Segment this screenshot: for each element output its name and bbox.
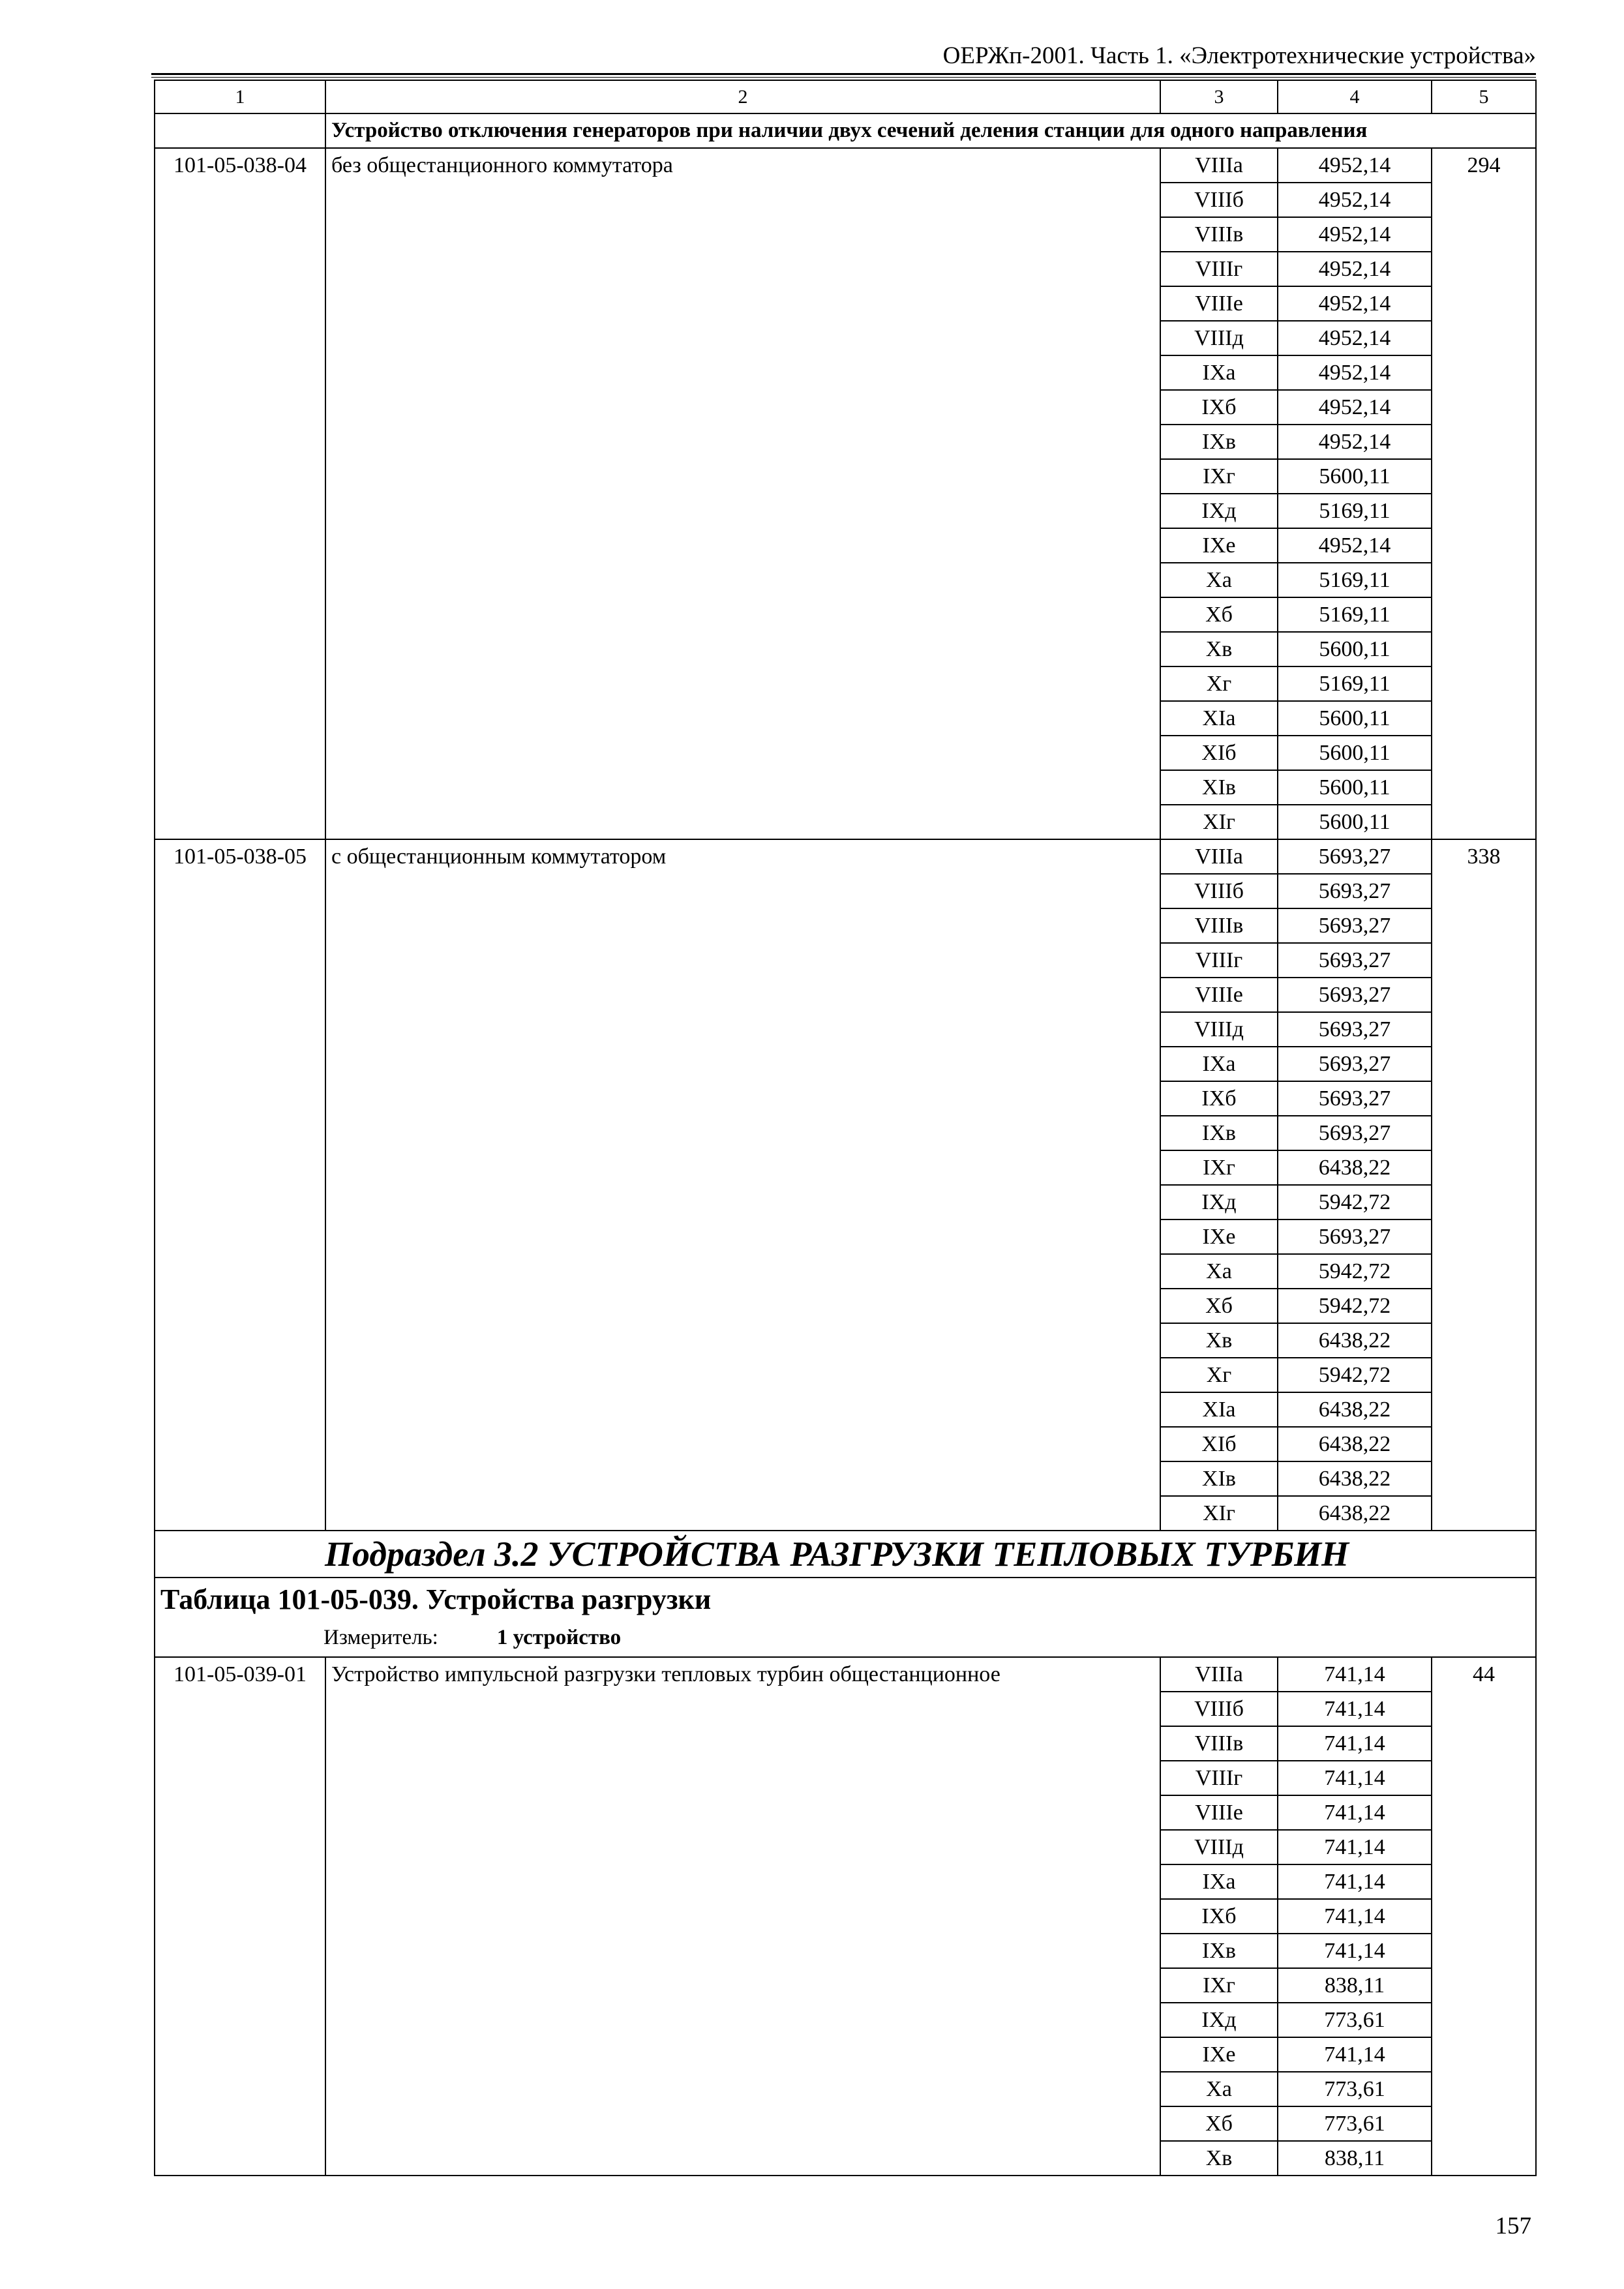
table-heading-row <box>155 1578 1536 1657</box>
zone-cell: VIIIг <box>1160 1761 1278 1795</box>
price-cell: 741,14 <box>1278 1795 1432 1830</box>
zone-cell: IXд <box>1160 1185 1278 1219</box>
zone-cell: XIв <box>1160 1461 1278 1496</box>
zone-cell: XIг <box>1160 805 1278 839</box>
zone-cell: IXа <box>1160 355 1278 390</box>
zone-cell: IXе <box>1160 528 1278 563</box>
zone-cell: VIIIд <box>1160 1012 1278 1047</box>
price-cell: 6438,22 <box>1278 1392 1432 1427</box>
price-cell: 4952,14 <box>1278 183 1432 217</box>
zone-cell: XIб <box>1160 736 1278 770</box>
price-cell: 5693,27 <box>1278 943 1432 978</box>
subsection-title: Подраздел 3.2 УСТРОЙСТВА РАЗГРУЗКИ ТЕПЛОВЫХ ТУРБИН <box>155 1531 1536 1578</box>
zone-cell: Xв <box>1160 2141 1278 2176</box>
price-cell: 838,11 <box>1278 2141 1432 2176</box>
table-row <box>155 839 1536 874</box>
item-name: с общестанционным коммутатором <box>325 839 1160 1531</box>
zone-cell: Xг <box>1160 1358 1278 1392</box>
table-title: Таблица 101-05-039. Устройства разгрузки <box>160 1583 712 1615</box>
zone-cell: VIIIд <box>1160 321 1278 355</box>
price-cell: 5693,27 <box>1278 874 1432 908</box>
zone-cell: IXб <box>1160 1899 1278 1934</box>
price-cell: 4952,14 <box>1278 321 1432 355</box>
zone-cell: XIг <box>1160 1496 1278 1531</box>
column-number: 4 <box>1278 80 1432 113</box>
zone-cell: Xг <box>1160 666 1278 701</box>
zone-cell: VIIIб <box>1160 183 1278 217</box>
price-cell: 5600,11 <box>1278 736 1432 770</box>
price-cell: 741,14 <box>1278 1899 1432 1934</box>
price-cell: 5600,11 <box>1278 632 1432 666</box>
price-cell: 4952,14 <box>1278 425 1432 459</box>
price-cell: 5693,27 <box>1278 1012 1432 1047</box>
zone-cell: IXа <box>1160 1864 1278 1899</box>
price-cell: 4952,14 <box>1278 528 1432 563</box>
header-rule <box>151 73 1536 75</box>
price-cell: 741,14 <box>1278 1726 1432 1761</box>
price-cell: 4952,14 <box>1278 217 1432 252</box>
zone-cell: IXг <box>1160 1968 1278 2003</box>
zone-cell: Xб <box>1160 597 1278 632</box>
zone-cell: IXб <box>1160 1081 1278 1116</box>
price-cell: 5693,27 <box>1278 978 1432 1012</box>
subsection-row <box>155 1531 1536 1578</box>
zone-cell: VIIIе <box>1160 978 1278 1012</box>
zone-cell: IXв <box>1160 1934 1278 1968</box>
price-cell: 5169,11 <box>1278 666 1432 701</box>
price-cell: 6438,22 <box>1278 1427 1432 1461</box>
price-table-body <box>155 80 1536 2176</box>
price-cell: 5942,72 <box>1278 1185 1432 1219</box>
price-cell: 5600,11 <box>1278 459 1432 494</box>
meter-label: Измеритель: <box>323 1626 438 1649</box>
total-cell: 44 <box>1432 1657 1536 2176</box>
table-row <box>155 1657 1536 1692</box>
column-number: 2 <box>325 80 1160 113</box>
zone-cell: IXв <box>1160 1116 1278 1150</box>
price-cell: 5693,27 <box>1278 1047 1432 1081</box>
item-code: 101-05-038-04 <box>155 148 325 839</box>
zone-cell: IXа <box>1160 1047 1278 1081</box>
column-number-row <box>155 80 1536 113</box>
price-cell: 741,14 <box>1278 1830 1432 1864</box>
meter-line <box>160 1621 1530 1654</box>
zone-cell: IXе <box>1160 1219 1278 1254</box>
price-cell: 5600,11 <box>1278 770 1432 805</box>
zone-cell: Xа <box>1160 1254 1278 1289</box>
price-cell: 773,61 <box>1278 2003 1432 2037</box>
zone-cell: Xв <box>1160 632 1278 666</box>
price-cell: 741,14 <box>1278 1864 1432 1899</box>
price-cell: 5942,72 <box>1278 1289 1432 1323</box>
price-cell: 4952,14 <box>1278 252 1432 286</box>
price-cell: 773,61 <box>1278 2072 1432 2106</box>
price-cell: 741,14 <box>1278 1934 1432 1968</box>
meter-value: 1 устройство <box>496 1626 622 1649</box>
column-number: 1 <box>155 80 325 113</box>
zone-cell: Xа <box>1160 2072 1278 2106</box>
price-cell: 5942,72 <box>1278 1358 1432 1392</box>
zone-cell: Xв <box>1160 1323 1278 1358</box>
zone-cell: IXб <box>1160 390 1278 425</box>
price-cell: 4952,14 <box>1278 390 1432 425</box>
price-cell: 741,14 <box>1278 1761 1432 1795</box>
total-cell: 294 <box>1432 148 1536 839</box>
price-table <box>154 80 1537 2176</box>
zone-cell: VIIIб <box>1160 874 1278 908</box>
column-number: 5 <box>1432 80 1536 113</box>
column-number: 3 <box>1160 80 1278 113</box>
section-title: Устройство отключения генераторов при наличии двух сечений деления станции для одного направления <box>325 113 1536 148</box>
zone-cell: Xб <box>1160 1289 1278 1323</box>
price-cell: 6438,22 <box>1278 1461 1432 1496</box>
zone-cell: XIа <box>1160 701 1278 736</box>
table-row <box>155 148 1536 183</box>
section-row <box>155 113 1536 148</box>
zone-cell: VIIIа <box>1160 1657 1278 1692</box>
price-cell: 5942,72 <box>1278 1254 1432 1289</box>
zone-cell: VIIIг <box>1160 252 1278 286</box>
price-cell: 4952,14 <box>1278 286 1432 321</box>
zone-cell: VIIIа <box>1160 148 1278 183</box>
item-name: без общестанционного коммутатора <box>325 148 1160 839</box>
price-cell: 4952,14 <box>1278 148 1432 183</box>
page-number: 157 <box>1495 2213 1531 2239</box>
price-cell: 5693,27 <box>1278 839 1432 874</box>
zone-cell: Xб <box>1160 2106 1278 2141</box>
zone-cell: VIIIа <box>1160 839 1278 874</box>
price-cell: 5693,27 <box>1278 1081 1432 1116</box>
price-cell: 5169,11 <box>1278 494 1432 528</box>
price-cell: 773,61 <box>1278 2106 1432 2141</box>
zone-cell: VIIIе <box>1160 1795 1278 1830</box>
price-cell: 5169,11 <box>1278 597 1432 632</box>
price-cell: 5693,27 <box>1278 908 1432 943</box>
zone-cell: IXв <box>1160 425 1278 459</box>
zone-cell: IXг <box>1160 1150 1278 1185</box>
price-cell: 6438,22 <box>1278 1496 1432 1531</box>
zone-cell: VIIIб <box>1160 1692 1278 1726</box>
zone-cell: IXд <box>1160 2003 1278 2037</box>
header-rule-thin <box>151 77 1536 78</box>
zone-cell: VIIIе <box>1160 286 1278 321</box>
price-cell: 6438,22 <box>1278 1323 1432 1358</box>
zone-cell: Xа <box>1160 563 1278 597</box>
zone-cell: IXд <box>1160 494 1278 528</box>
price-cell: 5693,27 <box>1278 1116 1432 1150</box>
item-code: 101-05-039-01 <box>155 1657 325 2176</box>
running-header: ОЕРЖп-2001. Часть 1. «Электротехнические устройства» <box>942 42 1536 69</box>
price-cell: 5693,27 <box>1278 1219 1432 1254</box>
price-cell: 5600,11 <box>1278 701 1432 736</box>
zone-cell: VIIIв <box>1160 1726 1278 1761</box>
price-cell: 741,14 <box>1278 1657 1432 1692</box>
table-heading <box>155 1578 1536 1657</box>
price-cell: 4952,14 <box>1278 355 1432 390</box>
zone-cell: IXе <box>1160 2037 1278 2072</box>
item-name: Устройство импульсной разгрузки тепловых турбин общестанционное <box>325 1657 1160 2176</box>
zone-cell: XIв <box>1160 770 1278 805</box>
price-cell: 741,14 <box>1278 2037 1432 2072</box>
price-cell: 838,11 <box>1278 1968 1432 2003</box>
price-cell: 6438,22 <box>1278 1150 1432 1185</box>
total-cell: 338 <box>1432 839 1536 1531</box>
price-cell: 741,14 <box>1278 1692 1432 1726</box>
section-blank <box>155 113 325 148</box>
price-cell: 5169,11 <box>1278 563 1432 597</box>
zone-cell: XIа <box>1160 1392 1278 1427</box>
item-code: 101-05-038-05 <box>155 839 325 1531</box>
zone-cell: VIIIв <box>1160 908 1278 943</box>
zone-cell: XIб <box>1160 1427 1278 1461</box>
price-cell: 5600,11 <box>1278 805 1432 839</box>
zone-cell: IXг <box>1160 459 1278 494</box>
zone-cell: VIIIд <box>1160 1830 1278 1864</box>
zone-cell: VIIIг <box>1160 943 1278 978</box>
zone-cell: VIIIв <box>1160 217 1278 252</box>
